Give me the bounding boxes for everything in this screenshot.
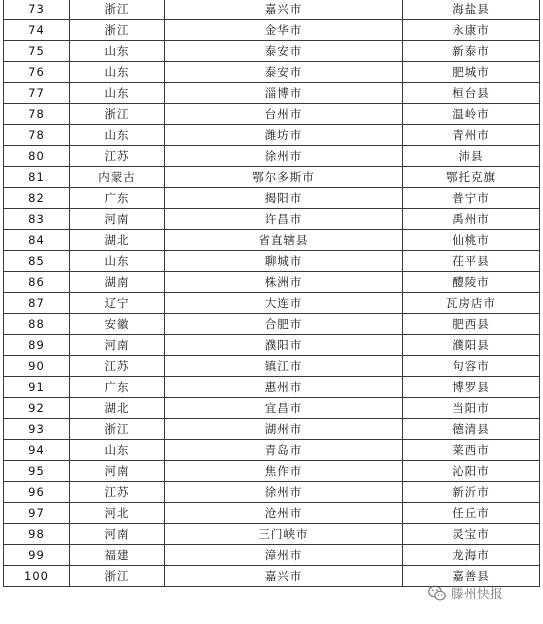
city-cell: 焦作市 [165, 461, 403, 482]
city-cell: 金华市 [165, 20, 403, 41]
rank-cell: 77 [4, 83, 70, 104]
county-cell: 当阳市 [403, 398, 540, 419]
table-row [4, 503, 540, 524]
rank-cell: 80 [4, 146, 70, 167]
table-row [4, 0, 540, 20]
rank-cell: 84 [4, 230, 70, 251]
county-cell: 肥城市 [403, 62, 540, 83]
city-cell: 漳州市 [165, 545, 403, 566]
rank-cell: 73 [4, 0, 70, 20]
city-cell: 揭阳市 [165, 188, 403, 209]
table-row [4, 314, 540, 335]
county-cell: 沁阳市 [403, 461, 540, 482]
city-cell: 聊城市 [165, 251, 403, 272]
county-cell: 青州市 [403, 125, 540, 146]
county-cell: 永康市 [403, 20, 540, 41]
city-cell: 株洲市 [165, 272, 403, 293]
province-cell: 湖北 [70, 230, 165, 251]
table-row [4, 104, 540, 125]
province-cell: 河南 [70, 209, 165, 230]
rank-cell: 92 [4, 398, 70, 419]
county-cell: 德清县 [403, 419, 540, 440]
watermark-text: 滕州快报 [450, 586, 503, 601]
province-cell: 安徽 [70, 314, 165, 335]
table-row [4, 230, 540, 251]
rank-cell: 86 [4, 272, 70, 293]
rank-cell: 95 [4, 461, 70, 482]
province-cell: 山东 [70, 251, 165, 272]
city-cell: 许昌市 [165, 209, 403, 230]
table-row [4, 146, 540, 167]
county-cell: 博罗县 [403, 377, 540, 398]
city-cell: 徐州市 [165, 146, 403, 167]
county-cell: 龙海市 [403, 545, 540, 566]
table-body [4, 0, 540, 587]
province-cell: 山东 [70, 440, 165, 461]
rank-cell: 96 [4, 482, 70, 503]
city-cell: 宜昌市 [165, 398, 403, 419]
table-row [4, 41, 540, 62]
city-cell: 大连市 [165, 293, 403, 314]
province-cell: 广东 [70, 377, 165, 398]
county-cell: 茌平县 [403, 251, 540, 272]
city-cell: 嘉兴市 [165, 566, 403, 587]
table-row [4, 356, 540, 377]
table-row [4, 209, 540, 230]
province-cell: 湖北 [70, 398, 165, 419]
table-row [4, 83, 540, 104]
city-cell: 沧州市 [165, 503, 403, 524]
province-cell: 江苏 [70, 356, 165, 377]
rank-cell: 78 [4, 104, 70, 125]
rank-cell: 89 [4, 335, 70, 356]
county-cell: 濮阳县 [403, 335, 540, 356]
city-cell: 泰安市 [165, 41, 403, 62]
county-ranking-table [3, 0, 540, 587]
rank-cell: 75 [4, 41, 70, 62]
rank-cell: 97 [4, 503, 70, 524]
table-row [4, 20, 540, 41]
county-cell: 鄂托克旗 [403, 167, 540, 188]
table-row [4, 62, 540, 83]
province-cell: 浙江 [70, 20, 165, 41]
city-cell: 惠州市 [165, 377, 403, 398]
province-cell: 福建 [70, 545, 165, 566]
city-cell: 青岛市 [165, 440, 403, 461]
county-cell: 桓台县 [403, 83, 540, 104]
city-cell: 嘉兴市 [165, 0, 403, 20]
table-row [4, 377, 540, 398]
table-row [4, 125, 540, 146]
county-cell: 醴陵市 [403, 272, 540, 293]
table-row [4, 251, 540, 272]
table-row [4, 566, 540, 587]
county-cell: 仙桃市 [403, 230, 540, 251]
province-cell: 浙江 [70, 104, 165, 125]
rank-cell: 100 [4, 566, 70, 587]
rank-cell: 81 [4, 167, 70, 188]
city-cell: 台州市 [165, 104, 403, 125]
rank-cell: 94 [4, 440, 70, 461]
city-cell: 潍坊市 [165, 125, 403, 146]
city-cell: 湖州市 [165, 419, 403, 440]
county-cell: 莱西市 [403, 440, 540, 461]
rank-cell: 76 [4, 62, 70, 83]
rank-cell: 91 [4, 377, 70, 398]
city-cell: 合肥市 [165, 314, 403, 335]
city-cell: 省直辖县 [165, 230, 403, 251]
table-row [4, 398, 540, 419]
rank-cell: 85 [4, 251, 70, 272]
rank-cell: 99 [4, 545, 70, 566]
province-cell: 山东 [70, 125, 165, 146]
county-cell: 沛县 [403, 146, 540, 167]
county-cell: 禹州市 [403, 209, 540, 230]
table-row [4, 440, 540, 461]
county-cell: 嘉善县 [403, 566, 540, 587]
city-cell: 泰安市 [165, 62, 403, 83]
province-cell: 山东 [70, 62, 165, 83]
province-cell: 河南 [70, 461, 165, 482]
county-cell: 肥西县 [403, 314, 540, 335]
county-cell: 灵宝市 [403, 524, 540, 545]
rank-cell: 98 [4, 524, 70, 545]
table-row [4, 419, 540, 440]
rank-cell: 87 [4, 293, 70, 314]
province-cell: 浙江 [70, 566, 165, 587]
province-cell: 河北 [70, 503, 165, 524]
rank-cell: 88 [4, 314, 70, 335]
province-cell: 广东 [70, 188, 165, 209]
rank-cell: 93 [4, 419, 70, 440]
province-cell: 河南 [70, 335, 165, 356]
province-cell: 河南 [70, 524, 165, 545]
county-cell: 句容市 [403, 356, 540, 377]
province-cell: 山东 [70, 41, 165, 62]
city-cell: 淄博市 [165, 83, 403, 104]
city-cell: 镇江市 [165, 356, 403, 377]
table-row [4, 272, 540, 293]
city-cell: 濮阳市 [165, 335, 403, 356]
province-cell: 江苏 [70, 146, 165, 167]
province-cell: 山东 [70, 83, 165, 104]
table-row [4, 461, 540, 482]
county-cell: 任丘市 [403, 503, 540, 524]
county-cell: 瓦房店市 [403, 293, 540, 314]
city-cell: 鄂尔多斯市 [165, 167, 403, 188]
province-cell: 江苏 [70, 482, 165, 503]
rank-cell: 74 [4, 20, 70, 41]
rank-cell: 82 [4, 188, 70, 209]
province-cell: 湖南 [70, 272, 165, 293]
county-cell: 新沂市 [403, 482, 540, 503]
province-cell: 内蒙古 [70, 167, 165, 188]
table-row [4, 482, 540, 503]
province-cell: 辽宁 [70, 293, 165, 314]
city-cell: 徐州市 [165, 482, 403, 503]
province-cell: 浙江 [70, 0, 165, 20]
table-row [4, 188, 540, 209]
county-cell: 普宁市 [403, 188, 540, 209]
table-row [4, 167, 540, 188]
city-cell: 三门峡市 [165, 524, 403, 545]
rank-cell: 83 [4, 209, 70, 230]
table-row [4, 293, 540, 314]
province-cell: 浙江 [70, 419, 165, 440]
county-cell: 温岭市 [403, 104, 540, 125]
rank-cell: 90 [4, 356, 70, 377]
rank-cell: 78 [4, 125, 70, 146]
table-row [4, 524, 540, 545]
table-row [4, 545, 540, 566]
table-row [4, 335, 540, 356]
county-cell: 海盐县 [403, 0, 540, 20]
county-cell: 新泰市 [403, 41, 540, 62]
